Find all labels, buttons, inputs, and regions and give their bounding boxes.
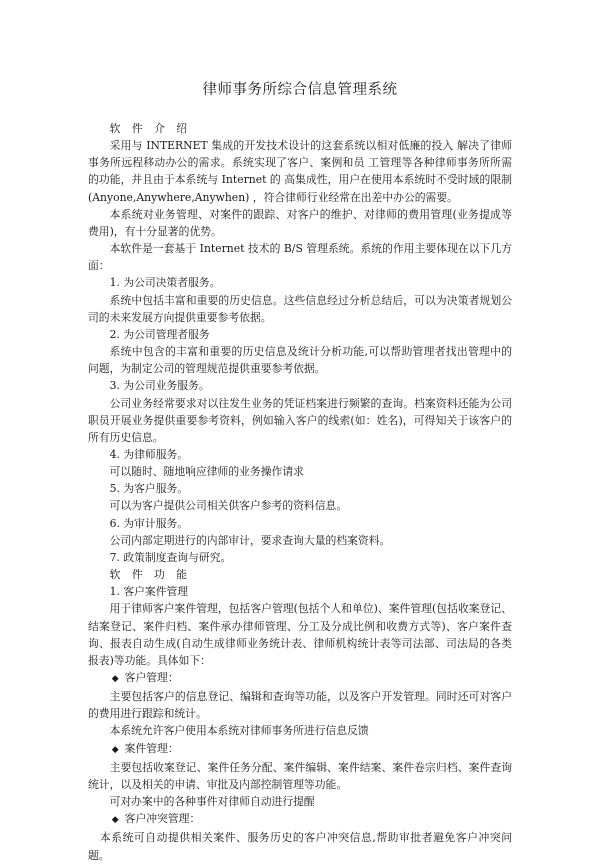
item-2-title: 2. 为公司管理者服务 — [109, 327, 210, 341]
sub-feature-2-text: 主要包括收案登记、案件任务分配、案件编辑、案件结案、案件卷宗归档、案件查询统计，以及相关的申请、审批及内部控制管理等功能。 — [88, 760, 512, 791]
sub-feature-2-note: 可对办案中的各种事件对律师自动进行提醒 — [109, 795, 315, 809]
item-5-text: 可以为客户提供公司相关供客户参考的资料信息。 — [109, 499, 348, 513]
intro-paragraph-2: 本系统对业务管理、对案件的跟踪、对客户的维护、对律师的费用管理(业务提成等费用)，有十分显著的优势。 — [88, 207, 512, 238]
sub-feature-3-title: 客户冲突管理： — [124, 812, 201, 826]
diamond-bullet-icon: ◆ — [111, 744, 119, 755]
sub-feature-client-management — [88, 669, 512, 688]
item-2-text: 系统中包含的丰富和重要的历史信息及统计分析功能,可以帮助管理者找出管理中的问题，为制定公司的管理规范提供重要参考依据。 — [88, 345, 512, 376]
item-3-title: 3. 为公司业务服务。 — [109, 379, 210, 393]
intro-paragraph-3: 本软件是一套基于 Internet 技术的 B/S 管理系统。系统的作用主要体现在以下几方面： — [88, 242, 512, 273]
item-6-text: 公司内部定期进行的内部审计，要求查询大量的档案资料。 — [109, 533, 391, 547]
sub-feature-case-management — [88, 740, 512, 759]
item-7-title: 7. 政策制度查询与研究。 — [109, 550, 232, 564]
item-1-text: 系统中包括丰富和重要的历史信息。这些信息经过分析总结后，可以为决策者规划公司的未来发展方向提供重要参考依据。 — [88, 293, 512, 324]
sub-feature-1-title: 客户管理： — [124, 671, 179, 684]
sub-feature-1-text: 主要包括客户的信息登记、编辑和查询等功能，以及客户开发管理。同时还可对客户的费用进行跟踪和统计。 — [88, 690, 512, 721]
document-body — [88, 120, 512, 864]
section-heading-features: 软 件 功 能 — [109, 568, 192, 582]
item-4-text: 可以随时、随地响应律师的业务操作请求 — [109, 465, 304, 479]
item-3-text: 公司业务经常要求对以往发生业务的凭证档案进行频繁的查询。档案资料还能为公司职员开展业务提供重要参考资料，例如输入客户的线索(如：姓名)，可得知关于该客户的所有历史信息。 — [88, 396, 512, 444]
diamond-bullet-icon: ◆ — [111, 815, 119, 826]
item-4-title: 4. 为律师服务。 — [109, 447, 189, 461]
item-1-title: 1. 为公司决策者服务。 — [109, 276, 221, 290]
intro-paragraph-1: 采用与 INTERNET 集成的开发技术设计的这套系统以相对低廉的投入 解决了律师事务所远程移动办公的需求。系统实现了客户、案例和员 工管理等各种律师事务所所需的功能，并且由于本系统与 Internet 的 高集成性，用户在使用本系统时不受时域的限制(Anyone,Anywhere,Anywhen) ，符合律师行业经常在出差中办公的需要。 — [88, 139, 512, 204]
sub-feature-conflict-management — [88, 810, 512, 829]
section-heading-introduction: 软 件 介 绍 — [109, 122, 192, 135]
sub-feature-2-title: 案件管理： — [124, 741, 179, 755]
sub-feature-3-text: 本系统可自动提供相关案件、服务历史的客户冲突信息,帮助审批者避免客户冲突问题。 — [88, 831, 512, 862]
feature-1-text: 用于律师客户案件管理，包括客户管理(包括个人和单位)、案件管理(包括收案登记、结案登记、案件归档、案件承办律师管理、分工及分成比例和收费方式等)、客户案件查询、报表自动生成(自动生成律师业务统计表、律师机构统计表等司法部、司法局的各类报表)等功能。具体如下： — [88, 602, 512, 667]
feature-1-title: 1. 客户案件管理 — [109, 585, 189, 599]
document-title: 律师事务所综合信息管理系统 — [202, 82, 398, 98]
sub-feature-1-note: 本系统允许客户使用本系统对律师事务所进行信息反馈 — [109, 724, 369, 738]
diamond-bullet-icon: ◆ — [111, 674, 119, 684]
item-5-title: 5. 为客户服务。 — [109, 482, 189, 496]
item-6-title: 6. 为审计服务。 — [109, 516, 189, 530]
